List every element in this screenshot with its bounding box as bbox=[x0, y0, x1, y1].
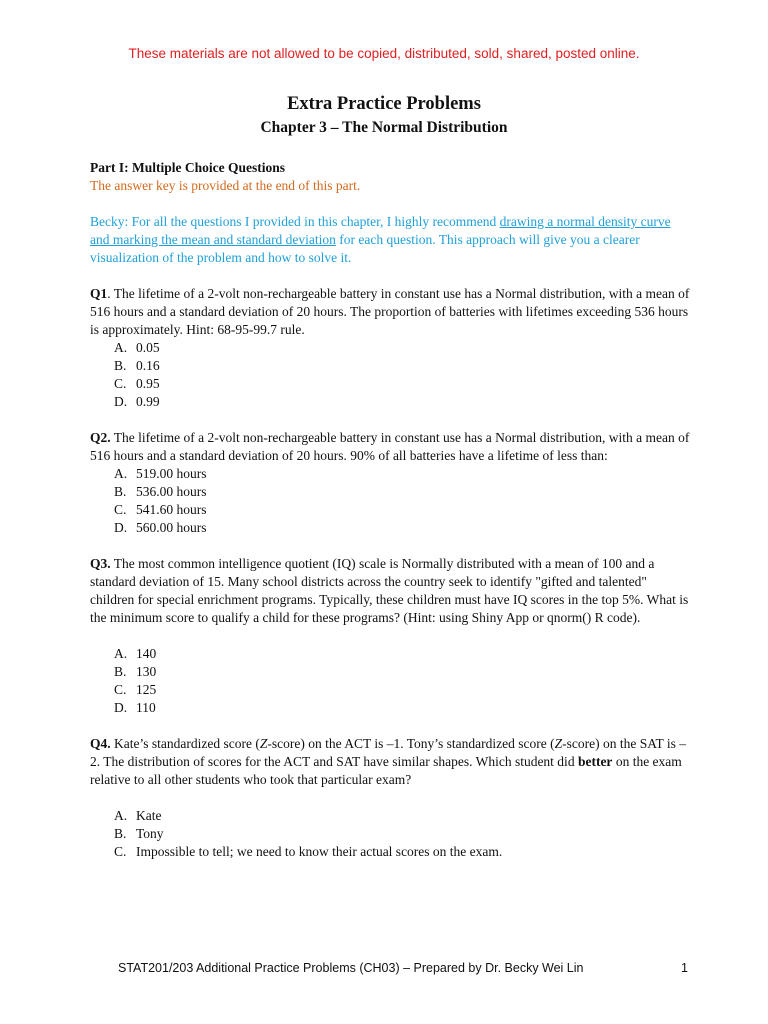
becky-note bbox=[90, 213, 690, 267]
becky-note-underlined: drawing a normal density curve and marking the mean and standard deviation bbox=[90, 214, 671, 247]
question-text-c: -score) on the SAT is –2. The distribution of scores for the ACT and SAT have similar shapes. Which student did bbox=[90, 736, 686, 769]
spacer bbox=[90, 789, 690, 807]
option-letter: C. bbox=[114, 376, 127, 391]
answer-key-note: The answer key is provided at the end of this part. bbox=[90, 178, 361, 193]
question-text: . The lifetime of a 2-volt non-rechargeable battery in constant use has a Normal distribution, with a mean of 516 hours and a standard deviation of 20 hours. The proportion of batteries with lifetimes exceeding 536 hours is approximately. Hint: 68-95-99.7 rule. bbox=[90, 286, 690, 337]
option-text: Tony bbox=[136, 826, 164, 841]
question-3 bbox=[90, 555, 690, 627]
options-list bbox=[90, 807, 690, 861]
option-text: Impossible to tell; we need to know their actual scores on the exam. bbox=[136, 844, 503, 859]
option-text: 0.95 bbox=[136, 376, 160, 391]
becky-note-suffix: for each question. This approach will give you a clearer visualization of the problem and how to solve it. bbox=[90, 232, 640, 265]
emphasis-better: better bbox=[577, 754, 613, 769]
option-item bbox=[114, 825, 690, 843]
options-list bbox=[90, 465, 690, 537]
options-list bbox=[90, 645, 690, 717]
options-list bbox=[90, 339, 690, 411]
question-label: Q3. bbox=[90, 556, 111, 571]
option-item bbox=[114, 663, 690, 681]
option-text: 0.05 bbox=[136, 340, 160, 355]
copyright-notice: These materials are not allowed to be copied, distributed, sold, shared, posted online. bbox=[128, 46, 640, 61]
option-text: 0.99 bbox=[136, 394, 160, 409]
option-text: 0.16 bbox=[136, 358, 160, 373]
spacer bbox=[90, 627, 690, 645]
option-letter: C. bbox=[114, 844, 127, 859]
question-1 bbox=[90, 285, 690, 339]
option-item bbox=[114, 465, 690, 483]
option-letter: B. bbox=[114, 484, 127, 499]
option-letter: B. bbox=[114, 664, 127, 679]
question-label: Q1 bbox=[90, 286, 108, 301]
question-text-a: Kate’s standardized score ( bbox=[110, 736, 260, 751]
option-text: 536.00 hours bbox=[136, 484, 207, 499]
option-letter: D. bbox=[114, 394, 128, 409]
question-label: Q4. bbox=[90, 736, 111, 751]
question-4 bbox=[90, 735, 690, 789]
option-item bbox=[114, 357, 690, 375]
option-text: 541.60 hours bbox=[136, 502, 207, 517]
option-letter: B. bbox=[114, 826, 127, 841]
option-text: 560.00 hours bbox=[136, 520, 207, 535]
z-symbol: Z bbox=[554, 736, 563, 751]
option-letter: A. bbox=[114, 466, 128, 481]
option-text: 110 bbox=[136, 700, 156, 715]
option-item bbox=[114, 393, 690, 411]
option-letter: C. bbox=[114, 682, 127, 697]
option-letter: A. bbox=[114, 340, 128, 355]
option-item bbox=[114, 519, 690, 537]
option-text: Kate bbox=[136, 808, 162, 823]
option-text: 519.00 hours bbox=[136, 466, 207, 481]
option-text: 140 bbox=[136, 646, 157, 661]
option-item bbox=[114, 375, 690, 393]
question-2 bbox=[90, 429, 690, 465]
becky-note-prefix: Becky: For all the questions I provided in this chapter, I highly recommend bbox=[90, 214, 500, 229]
option-text: 125 bbox=[136, 682, 157, 697]
option-item bbox=[114, 339, 690, 357]
option-letter: A. bbox=[114, 808, 128, 823]
question-label: Q2. bbox=[90, 430, 111, 445]
option-item bbox=[114, 681, 690, 699]
option-letter: D. bbox=[114, 700, 128, 715]
option-item bbox=[114, 807, 690, 825]
option-item bbox=[114, 483, 690, 501]
option-item bbox=[114, 501, 690, 519]
question-text: The most common intelligence quotient (IQ) scale is Normally distributed with a mean of 100 and a standard deviation of 15. Many school districts across the country seek to identify "gifted and talented" children for special enrichment programs. Typically, these children must have IQ scores in the top 5%. What is the minimum score to qualify a child for these programs? (Hint: using Shiny App or qnorm() R code). bbox=[90, 556, 689, 625]
page-title: Extra Practice Problems bbox=[287, 94, 481, 114]
option-letter: B. bbox=[114, 358, 127, 373]
option-letter: A. bbox=[114, 646, 128, 661]
footer-text: STAT201/203 Additional Practice Problems (CH03) – Prepared by Dr. Becky Wei Lin bbox=[118, 961, 584, 975]
question-text: The lifetime of a 2-volt non-rechargeable battery in constant use has a Normal distribution, with a mean of 516 hours and a standard deviation of 20 hours. 90% of all batteries have a lifetime of less than: bbox=[90, 430, 690, 463]
option-text: 130 bbox=[136, 664, 157, 679]
page-footer bbox=[118, 961, 688, 975]
option-letter: C. bbox=[114, 502, 127, 517]
option-letter: D. bbox=[114, 520, 128, 535]
option-item bbox=[114, 699, 690, 717]
part-heading: Part I: Multiple Choice Questions bbox=[90, 160, 285, 175]
question-text-b: -score) on the ACT is –1. Tony’s standardized score ( bbox=[267, 736, 555, 751]
option-item bbox=[114, 843, 690, 861]
question-text-d: on the exam relative to all other students who took that particular exam? bbox=[90, 754, 682, 787]
option-item bbox=[114, 645, 690, 663]
page-number: 1 bbox=[681, 961, 688, 975]
document-body bbox=[90, 159, 690, 861]
chapter-subtitle: Chapter 3 – The Normal Distribution bbox=[260, 119, 508, 136]
z-symbol: Z bbox=[259, 736, 268, 751]
